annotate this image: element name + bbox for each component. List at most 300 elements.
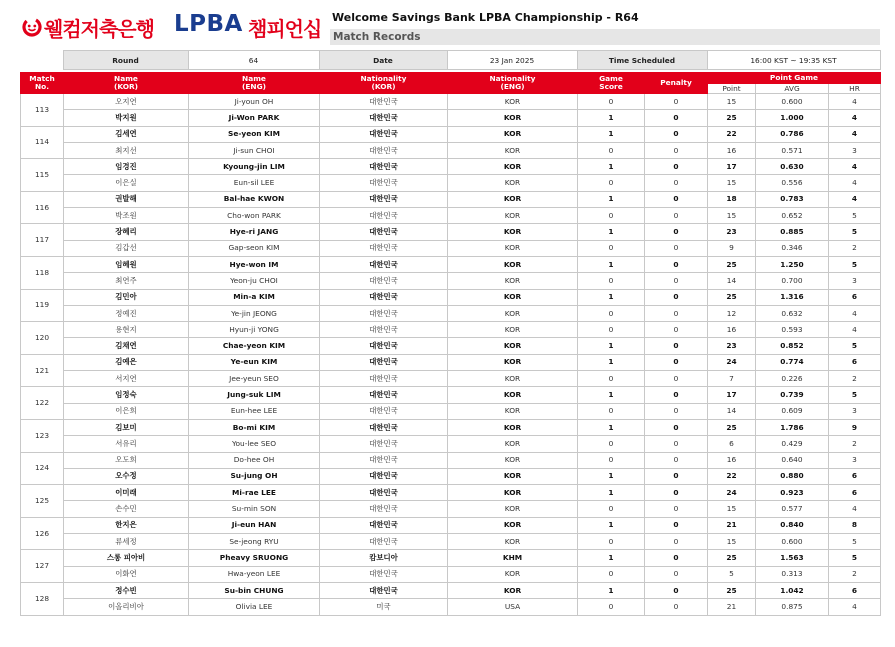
table-row xyxy=(21,419,881,435)
high-run: 5 xyxy=(829,224,881,240)
table-row xyxy=(21,94,881,110)
player-name-kor: 이올리비아 xyxy=(64,599,189,615)
high-run: 2 xyxy=(829,566,881,582)
game-score: 0 xyxy=(578,208,645,224)
player-nationality-eng: KOR xyxy=(448,468,578,484)
high-run: 6 xyxy=(829,485,881,501)
player-name-kor: 정수빈 xyxy=(64,582,189,598)
player-nationality-kor: 대한민국 xyxy=(320,468,448,484)
player-nationality-kor: 대한민국 xyxy=(320,240,448,256)
player-nationality-kor: 대한민국 xyxy=(320,256,448,272)
game-score: 0 xyxy=(578,452,645,468)
player-nationality-eng: KOR xyxy=(448,354,578,370)
player-nationality-eng: KHM xyxy=(448,550,578,566)
player-nationality-eng: KOR xyxy=(448,322,578,338)
average: 0.632 xyxy=(756,305,829,321)
game-score: 1 xyxy=(578,468,645,484)
player-name-eng: Gap-seon KIM xyxy=(189,240,320,256)
player-name-eng: Mi-rae LEE xyxy=(189,485,320,501)
penalty: 0 xyxy=(645,191,708,207)
player-nationality-eng: KOR xyxy=(448,208,578,224)
player-nationality-kor: 대한민국 xyxy=(320,517,448,533)
penalty: 0 xyxy=(645,517,708,533)
col-avg: AVG xyxy=(756,84,829,94)
high-run: 3 xyxy=(829,403,881,419)
high-run: 5 xyxy=(829,387,881,403)
match-number: 122 xyxy=(21,387,64,420)
penalty: 0 xyxy=(645,126,708,142)
table-row xyxy=(21,224,881,240)
game-score: 1 xyxy=(578,224,645,240)
player-nationality-eng: KOR xyxy=(448,240,578,256)
player-name-eng: Do-hee OH xyxy=(189,452,320,468)
penalty: 0 xyxy=(645,436,708,452)
info-spacer xyxy=(20,51,63,70)
player-nationality-kor: 대한민국 xyxy=(320,273,448,289)
average: 1.316 xyxy=(756,289,829,305)
penalty: 0 xyxy=(645,208,708,224)
col-name-kor: Name (KOR) xyxy=(64,73,189,94)
player-nationality-kor: 대한민국 xyxy=(320,175,448,191)
high-run: 4 xyxy=(829,191,881,207)
average: 1.000 xyxy=(756,110,829,126)
player-nationality-kor: 대한민국 xyxy=(320,110,448,126)
point: 14 xyxy=(708,403,756,419)
player-name-kor: 김예은 xyxy=(64,354,189,370)
player-name-kor: 박조원 xyxy=(64,208,189,224)
penalty: 0 xyxy=(645,468,708,484)
high-run: 8 xyxy=(829,517,881,533)
high-run: 3 xyxy=(829,142,881,158)
player-nationality-kor: 대한민국 xyxy=(320,94,448,110)
point: 15 xyxy=(708,534,756,550)
player-name-eng: Cho-won PARK xyxy=(189,208,320,224)
average: 0.630 xyxy=(756,159,829,175)
player-nationality-eng: KOR xyxy=(448,517,578,533)
average: 0.774 xyxy=(756,354,829,370)
high-run: 2 xyxy=(829,436,881,452)
player-name-eng: Su-bin CHUNG xyxy=(189,582,320,598)
penalty: 0 xyxy=(645,94,708,110)
player-name-kor: 오지연 xyxy=(64,94,189,110)
match-number: 121 xyxy=(21,354,64,387)
game-score: 0 xyxy=(578,142,645,158)
high-run: 9 xyxy=(829,419,881,435)
point: 18 xyxy=(708,191,756,207)
penalty: 0 xyxy=(645,550,708,566)
point: 9 xyxy=(708,240,756,256)
average: 0.226 xyxy=(756,371,829,387)
player-name-kor: 김채연 xyxy=(64,338,189,354)
player-nationality-eng: KOR xyxy=(448,485,578,501)
penalty: 0 xyxy=(645,501,708,517)
average: 0.556 xyxy=(756,175,829,191)
high-run: 5 xyxy=(829,208,881,224)
point: 21 xyxy=(708,599,756,615)
player-name-kor: 최지선 xyxy=(64,142,189,158)
game-score: 1 xyxy=(578,582,645,598)
table-row xyxy=(21,550,881,566)
average: 0.885 xyxy=(756,224,829,240)
point: 17 xyxy=(708,387,756,403)
player-nationality-kor: 대한민국 xyxy=(320,419,448,435)
penalty: 0 xyxy=(645,256,708,272)
table-row xyxy=(21,354,881,370)
high-run: 2 xyxy=(829,240,881,256)
col-game-score: Game Score xyxy=(578,73,645,94)
player-nationality-eng: KOR xyxy=(448,419,578,435)
match-number: 126 xyxy=(21,517,64,550)
match-number: 113 xyxy=(21,94,64,127)
high-run: 4 xyxy=(829,175,881,191)
table-row xyxy=(21,305,881,321)
match-number: 120 xyxy=(21,322,64,355)
table-row xyxy=(21,110,881,126)
point: 14 xyxy=(708,273,756,289)
game-score: 1 xyxy=(578,110,645,126)
table-row xyxy=(21,273,881,289)
penalty: 0 xyxy=(645,305,708,321)
average: 0.700 xyxy=(756,273,829,289)
player-name-eng: Su-min SON xyxy=(189,501,320,517)
high-run: 3 xyxy=(829,452,881,468)
game-score: 0 xyxy=(578,501,645,517)
player-nationality-kor: 대한민국 xyxy=(320,371,448,387)
table-row xyxy=(21,501,881,517)
player-name-eng: Se-yeon KIM xyxy=(189,126,320,142)
match-number: 125 xyxy=(21,485,64,518)
match-number: 115 xyxy=(21,159,64,192)
game-score: 1 xyxy=(578,387,645,403)
table-row xyxy=(21,534,881,550)
player-nationality-kor: 대한민국 xyxy=(320,452,448,468)
point: 25 xyxy=(708,582,756,598)
table-row xyxy=(21,452,881,468)
game-score: 1 xyxy=(578,256,645,272)
match-number: 123 xyxy=(21,419,64,452)
player-nationality-eng: KOR xyxy=(448,110,578,126)
logo-lpba-text: LPBA xyxy=(174,11,243,37)
col-nat-kor: Nationality (KOR) xyxy=(320,73,448,94)
player-nationality-eng: KOR xyxy=(448,371,578,387)
average: 0.600 xyxy=(756,534,829,550)
player-name-eng: Bo-mi KIM xyxy=(189,419,320,435)
table-row xyxy=(21,159,881,175)
penalty: 0 xyxy=(645,110,708,126)
player-nationality-eng: KOR xyxy=(448,94,578,110)
player-name-kor: 정예진 xyxy=(64,305,189,321)
player-nationality-kor: 대한민국 xyxy=(320,191,448,207)
penalty: 0 xyxy=(645,387,708,403)
penalty: 0 xyxy=(645,419,708,435)
high-run: 4 xyxy=(829,110,881,126)
game-score: 1 xyxy=(578,419,645,435)
player-nationality-eng: KOR xyxy=(448,566,578,582)
match-number: 117 xyxy=(21,224,64,257)
player-name-kor: 김민아 xyxy=(64,289,189,305)
high-run: 4 xyxy=(829,126,881,142)
player-name-eng: Hye-ri JANG xyxy=(189,224,320,240)
point: 25 xyxy=(708,419,756,435)
player-nationality-kor: 대한민국 xyxy=(320,322,448,338)
penalty: 0 xyxy=(645,534,708,550)
welcome-logo-icon xyxy=(22,17,42,37)
point: 6 xyxy=(708,436,756,452)
col-hr: HR xyxy=(829,84,881,94)
match-number: 116 xyxy=(21,191,64,224)
table-row xyxy=(21,485,881,501)
high-run: 4 xyxy=(829,322,881,338)
penalty: 0 xyxy=(645,240,708,256)
table-row xyxy=(21,436,881,452)
point: 23 xyxy=(708,224,756,240)
player-name-eng: Su-jung OH xyxy=(189,468,320,484)
player-nationality-kor: 대한민국 xyxy=(320,338,448,354)
table-row xyxy=(21,582,881,598)
player-nationality-kor: 대한민국 xyxy=(320,159,448,175)
player-name-kor: 이은실 xyxy=(64,175,189,191)
table-row xyxy=(21,387,881,403)
player-nationality-kor: 대한민국 xyxy=(320,289,448,305)
point: 16 xyxy=(708,142,756,158)
point: 21 xyxy=(708,517,756,533)
point: 15 xyxy=(708,94,756,110)
table-row xyxy=(21,208,881,224)
round-label: Round xyxy=(63,51,188,70)
table-row xyxy=(21,191,881,207)
average: 0.577 xyxy=(756,501,829,517)
player-name-eng: Ji-eun HAN xyxy=(189,517,320,533)
player-name-eng: Jee-yeun SEO xyxy=(189,371,320,387)
player-name-eng: Yeon-ju CHOI xyxy=(189,273,320,289)
game-score: 1 xyxy=(578,485,645,501)
average: 0.429 xyxy=(756,436,829,452)
point: 16 xyxy=(708,452,756,468)
table-row xyxy=(21,468,881,484)
game-score: 1 xyxy=(578,191,645,207)
player-nationality-kor: 대한민국 xyxy=(320,208,448,224)
average: 0.852 xyxy=(756,338,829,354)
average: 0.571 xyxy=(756,142,829,158)
player-name-kor: 최연주 xyxy=(64,273,189,289)
high-run: 3 xyxy=(829,273,881,289)
round-value: 64 xyxy=(188,51,319,70)
player-name-kor: 이은희 xyxy=(64,403,189,419)
player-name-eng: Ji-sun CHOI xyxy=(189,142,320,158)
player-name-kor: 오수정 xyxy=(64,468,189,484)
high-run: 4 xyxy=(829,94,881,110)
player-nationality-eng: KOR xyxy=(448,452,578,468)
player-name-eng: Se-jeong RYU xyxy=(189,534,320,550)
match-number: 127 xyxy=(21,550,64,583)
player-name-eng: Ye-eun KIM xyxy=(189,354,320,370)
match-records-table xyxy=(20,72,881,616)
penalty: 0 xyxy=(645,224,708,240)
high-run: 5 xyxy=(829,256,881,272)
player-nationality-eng: KOR xyxy=(448,501,578,517)
game-score: 1 xyxy=(578,550,645,566)
player-nationality-eng: KOR xyxy=(448,436,578,452)
high-run: 4 xyxy=(829,305,881,321)
game-score: 1 xyxy=(578,517,645,533)
game-score: 0 xyxy=(578,240,645,256)
player-nationality-eng: KOR xyxy=(448,305,578,321)
player-nationality-kor: 캄보디아 xyxy=(320,550,448,566)
penalty: 0 xyxy=(645,175,708,191)
player-name-kor: 손수민 xyxy=(64,501,189,517)
player-nationality-kor: 대한민국 xyxy=(320,501,448,517)
col-match-no: Match No. xyxy=(21,73,64,94)
game-score: 0 xyxy=(578,566,645,582)
player-name-kor: 김세연 xyxy=(64,126,189,142)
point: 7 xyxy=(708,371,756,387)
table-row xyxy=(21,517,881,533)
average: 1.250 xyxy=(756,256,829,272)
penalty: 0 xyxy=(645,582,708,598)
player-name-eng: Bal-hae KWON xyxy=(189,191,320,207)
logo-championship-text: 챔피언십 xyxy=(248,17,322,41)
table-row xyxy=(21,256,881,272)
time-label: Time Scheduled xyxy=(577,51,707,70)
average: 0.875 xyxy=(756,599,829,615)
table-row xyxy=(21,240,881,256)
point: 24 xyxy=(708,485,756,501)
average: 0.923 xyxy=(756,485,829,501)
point: 25 xyxy=(708,550,756,566)
player-name-eng: Hye-won IM xyxy=(189,256,320,272)
player-name-kor: 이미래 xyxy=(64,485,189,501)
player-nationality-kor: 대한민국 xyxy=(320,354,448,370)
player-name-kor: 장혜리 xyxy=(64,224,189,240)
average: 1.563 xyxy=(756,550,829,566)
average: 0.880 xyxy=(756,468,829,484)
point: 5 xyxy=(708,566,756,582)
player-nationality-eng: KOR xyxy=(448,387,578,403)
player-nationality-eng: USA xyxy=(448,599,578,615)
table-row xyxy=(21,322,881,338)
logo-korean-text: 웰컴저축은행 xyxy=(44,17,154,41)
point: 15 xyxy=(708,208,756,224)
player-name-kor: 한지은 xyxy=(64,517,189,533)
penalty: 0 xyxy=(645,289,708,305)
point: 25 xyxy=(708,110,756,126)
point: 17 xyxy=(708,159,756,175)
table-row xyxy=(21,403,881,419)
game-score: 0 xyxy=(578,94,645,110)
high-run: 2 xyxy=(829,371,881,387)
table-row xyxy=(21,175,881,191)
average: 0.609 xyxy=(756,403,829,419)
point: 22 xyxy=(708,126,756,142)
player-name-eng: Olivia LEE xyxy=(189,599,320,615)
high-run: 6 xyxy=(829,354,881,370)
col-penalty: Penalty xyxy=(645,73,708,94)
player-name-kor: 임혜원 xyxy=(64,256,189,272)
point: 23 xyxy=(708,338,756,354)
player-name-eng: You-lee SEO xyxy=(189,436,320,452)
match-number: 119 xyxy=(21,289,64,322)
penalty: 0 xyxy=(645,599,708,615)
page-subtitle: Match Records xyxy=(330,29,880,45)
page-title: Welcome Savings Bank LPBA Championship - R64 xyxy=(332,11,639,24)
player-name-eng: Eun-hee LEE xyxy=(189,403,320,419)
player-nationality-kor: 대한민국 xyxy=(320,224,448,240)
high-run: 5 xyxy=(829,550,881,566)
penalty: 0 xyxy=(645,142,708,158)
player-nationality-eng: KOR xyxy=(448,582,578,598)
player-name-eng: Jung-suk LIM xyxy=(189,387,320,403)
game-score: 0 xyxy=(578,322,645,338)
penalty: 0 xyxy=(645,452,708,468)
date-value: 23 Jan 2025 xyxy=(447,51,577,70)
game-score: 0 xyxy=(578,305,645,321)
penalty: 0 xyxy=(645,403,708,419)
player-name-kor: 류세정 xyxy=(64,534,189,550)
player-nationality-eng: KOR xyxy=(448,126,578,142)
date-label: Date xyxy=(319,51,447,70)
player-nationality-eng: KOR xyxy=(448,403,578,419)
penalty: 0 xyxy=(645,566,708,582)
game-score: 1 xyxy=(578,126,645,142)
player-name-kor: 용현지 xyxy=(64,322,189,338)
average: 1.786 xyxy=(756,419,829,435)
player-nationality-kor: 대한민국 xyxy=(320,534,448,550)
point: 24 xyxy=(708,354,756,370)
high-run: 4 xyxy=(829,501,881,517)
player-name-eng: Kyoung-jin LIM xyxy=(189,159,320,175)
game-score: 0 xyxy=(578,273,645,289)
average: 0.786 xyxy=(756,126,829,142)
player-nationality-kor: 대한민국 xyxy=(320,403,448,419)
player-nationality-eng: KOR xyxy=(448,159,578,175)
player-name-kor: 김갑선 xyxy=(64,240,189,256)
game-score: 0 xyxy=(578,403,645,419)
player-nationality-kor: 미국 xyxy=(320,599,448,615)
average: 0.840 xyxy=(756,517,829,533)
game-score: 0 xyxy=(578,175,645,191)
match-number: 124 xyxy=(21,452,64,485)
table-row xyxy=(21,142,881,158)
player-name-kor: 임경진 xyxy=(64,159,189,175)
player-name-kor: 김보미 xyxy=(64,419,189,435)
player-nationality-kor: 대한민국 xyxy=(320,566,448,582)
player-name-eng: Eun-sil LEE xyxy=(189,175,320,191)
match-number: 128 xyxy=(21,582,64,615)
table-row xyxy=(21,599,881,615)
table-row xyxy=(21,126,881,142)
high-run: 6 xyxy=(829,468,881,484)
average: 0.783 xyxy=(756,191,829,207)
match-number: 118 xyxy=(21,256,64,289)
player-nationality-eng: KOR xyxy=(448,256,578,272)
player-nationality-kor: 대한민국 xyxy=(320,142,448,158)
player-nationality-kor: 대한민국 xyxy=(320,305,448,321)
game-score: 0 xyxy=(578,534,645,550)
player-nationality-kor: 대한민국 xyxy=(320,582,448,598)
average: 0.593 xyxy=(756,322,829,338)
point: 15 xyxy=(708,175,756,191)
player-name-kor: 권발해 xyxy=(64,191,189,207)
penalty: 0 xyxy=(645,338,708,354)
col-point-game: Point Game xyxy=(708,73,881,84)
player-nationality-eng: KOR xyxy=(448,224,578,240)
point: 16 xyxy=(708,322,756,338)
player-name-kor: 오도희 xyxy=(64,452,189,468)
high-run: 4 xyxy=(829,599,881,615)
average: 0.739 xyxy=(756,387,829,403)
header xyxy=(0,0,895,48)
player-nationality-eng: KOR xyxy=(448,273,578,289)
